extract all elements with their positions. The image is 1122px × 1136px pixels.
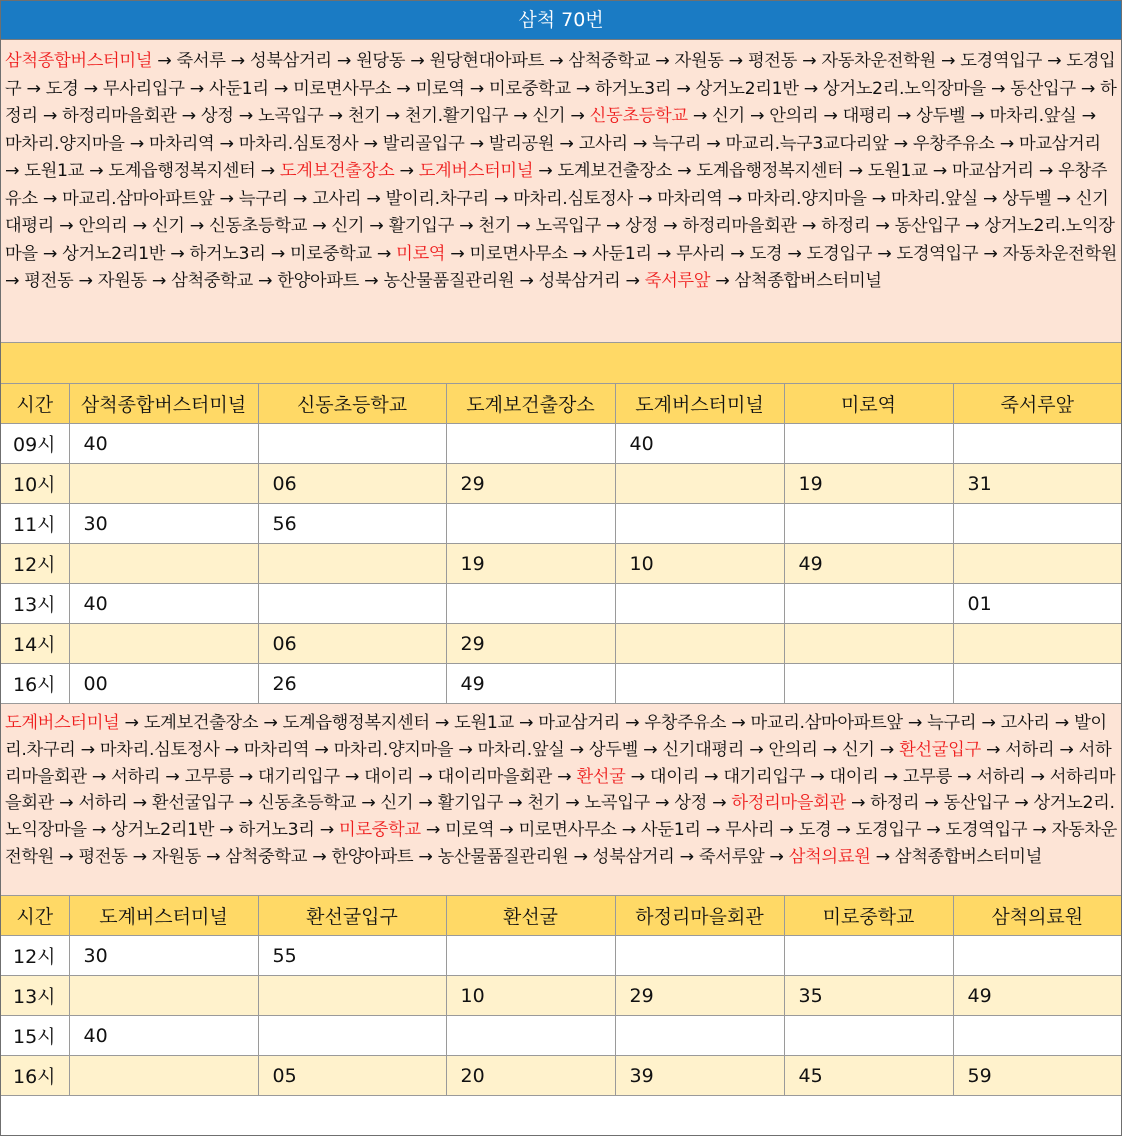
time-cell: 12시 <box>1 544 69 584</box>
table-row <box>1 584 1121 624</box>
departure-minute-cell: 49 <box>784 544 953 584</box>
table-row <box>1 424 1121 464</box>
table-row <box>1 624 1121 664</box>
departure-minute-cell <box>69 1056 258 1096</box>
time-column-header: 시간 <box>1 896 69 936</box>
departure-minute-cell <box>953 664 1121 704</box>
time-cell: 15시 <box>1 1016 69 1056</box>
time-cell: 14시 <box>1 624 69 664</box>
departure-minute-cell <box>784 664 953 704</box>
departure-minute-cell: 20 <box>446 1056 615 1096</box>
highlighted-stop: 미로중학교 <box>339 820 421 841</box>
route-segment: → 서하리 → 서하리마을회관 → 서하리 → 고무릉 → 대기리입구 → 대이리 → 대이리마을회관 → <box>5 739 1112 787</box>
departure-minute-cell <box>446 584 615 624</box>
departure-minute-cell <box>784 936 953 976</box>
departure-minute-cell: 10 <box>446 976 615 1016</box>
departure-minute-cell <box>615 584 784 624</box>
stop-column-header: 환선굴 <box>446 896 615 936</box>
timetable-2 <box>1 896 1121 1096</box>
departure-minute-cell <box>615 464 784 504</box>
route-segment: → 도계보건출장소 → 도계읍행정복지센터 → 도원1교 → 마교삼거리 → 우창주유소 → 마교리.삼마아파트앞 → 늑구리 → 고사리 → 발이리.차구리 → 마차리.심토정사 → 마차리역 → 마차리.양지마을 → 마차리.앞실 → 상두벨 → 신기대평리 → 안의리 → 신기 → 신동초등학교 → 신기 → 활기입구 → 천기 → 노곡입구 → 상정 → 하정리마을회관 → 하정리 → 동산입구 → 상거노2리.노익장마을 → 상거노2리1반 → 하거노3리 → 미로중학교 → <box>5 161 1115 264</box>
departure-minute-cell <box>615 1016 784 1056</box>
departure-minute-cell <box>784 1016 953 1056</box>
departure-minute-cell: 29 <box>446 464 615 504</box>
stop-column-header: 죽서루앞 <box>953 384 1121 424</box>
table-header-row <box>1 384 1121 424</box>
route-description-2 <box>1 704 1121 896</box>
departure-minute-cell: 40 <box>69 1016 258 1056</box>
table-row <box>1 464 1121 504</box>
departure-minute-cell: 40 <box>69 584 258 624</box>
departure-minute-cell <box>258 424 446 464</box>
departure-minute-cell <box>258 1016 446 1056</box>
departure-minute-cell: 06 <box>258 624 446 664</box>
departure-minute-cell: 19 <box>784 464 953 504</box>
departure-minute-cell: 45 <box>784 1056 953 1096</box>
table-row <box>1 1056 1121 1096</box>
route-segment: → 죽서루 → 성북삼거리 → 원당동 → 원당현대아파트 → 삼척중학교 → 자원동 → 평전동 → 자동차운전학원 → 도경역입구 → 도경입구 → 도경 → 무사리입구 → 사둔1리 → 미로면사무소 → 미로역 → 미로중학교 → 하거노3리 → 상거노2리1반 → 상거노2리.노익장마을 → 동산입구 → 하정리 → 하정리마을회관 → 상정 → 노곡입구 → 천기 → 천기.활기입구 → 신기 → <box>5 51 1117 126</box>
departure-minute-cell: 59 <box>953 1056 1121 1096</box>
departure-minute-cell <box>258 976 446 1016</box>
table-row <box>1 504 1121 544</box>
stop-column-header: 삼척종합버스터미널 <box>69 384 258 424</box>
table-row <box>1 976 1121 1016</box>
departure-minute-cell: 05 <box>258 1056 446 1096</box>
route-segment: → 하정리 → 동산입구 → 상거노2리.노익장마을 → 상거노2리1반 → 하거노3리 → <box>5 793 1115 841</box>
route-segment: → <box>394 161 419 181</box>
departure-minute-cell <box>446 504 615 544</box>
departure-minute-cell <box>446 936 615 976</box>
table-row <box>1 664 1121 704</box>
stop-column-header: 삼척의료원 <box>953 896 1121 936</box>
departure-minute-cell <box>258 584 446 624</box>
departure-minute-cell <box>615 664 784 704</box>
departure-minute-cell: 35 <box>784 976 953 1016</box>
departure-minute-cell <box>69 464 258 504</box>
departure-minute-cell: 49 <box>953 976 1121 1016</box>
section-divider <box>1 343 1121 384</box>
departure-minute-cell <box>69 544 258 584</box>
highlighted-stop: 미로역 <box>396 243 446 264</box>
time-cell: 11시 <box>1 504 69 544</box>
departure-minute-cell: 49 <box>446 664 615 704</box>
time-cell: 16시 <box>1 1056 69 1096</box>
departure-minute-cell <box>69 976 258 1016</box>
stop-column-header: 하정리마을회관 <box>615 896 784 936</box>
departure-minute-cell <box>953 504 1121 544</box>
table-header-row <box>1 896 1121 936</box>
departure-minute-cell: 10 <box>615 544 784 584</box>
departure-minute-cell <box>953 424 1121 464</box>
departure-minute-cell: 40 <box>615 424 784 464</box>
table-row <box>1 544 1121 584</box>
departure-minute-cell: 26 <box>258 664 446 704</box>
page-title: 삼척 70번 <box>1 1 1121 40</box>
departure-minute-cell <box>615 624 784 664</box>
departure-minute-cell: 40 <box>69 424 258 464</box>
route-description-1 <box>1 40 1121 343</box>
departure-minute-cell: 29 <box>446 624 615 664</box>
departure-minute-cell: 06 <box>258 464 446 504</box>
route-segment: → 삼척종합버스터미널 <box>870 846 1042 867</box>
departure-minute-cell: 39 <box>615 1056 784 1096</box>
highlighted-stop: 하정리마을회관 <box>731 793 846 814</box>
time-cell: 13시 <box>1 976 69 1016</box>
highlighted-stop: 도계버스터미널 <box>5 713 120 733</box>
departure-minute-cell: 31 <box>953 464 1121 504</box>
departure-minute-cell: 00 <box>69 664 258 704</box>
departure-minute-cell: 30 <box>69 504 258 544</box>
departure-minute-cell: 01 <box>953 584 1121 624</box>
departure-minute-cell: 19 <box>446 544 615 584</box>
time-column-header: 시간 <box>1 384 69 424</box>
departure-minute-cell: 29 <box>615 976 784 1016</box>
departure-minute-cell <box>784 624 953 664</box>
stop-column-header: 환선굴입구 <box>258 896 446 936</box>
stop-column-header: 미로중학교 <box>784 896 953 936</box>
stop-column-header: 도계버스터미널 <box>615 384 784 424</box>
departure-minute-cell <box>69 624 258 664</box>
time-cell: 10시 <box>1 464 69 504</box>
highlighted-stop: 도계보건출장소 <box>279 161 395 181</box>
departure-minute-cell <box>953 1016 1121 1056</box>
stop-column-header: 미로역 <box>784 384 953 424</box>
highlighted-stop: 신동초등학교 <box>589 106 688 126</box>
departure-minute-cell: 56 <box>258 504 446 544</box>
stop-column-header: 신동초등학교 <box>258 384 446 424</box>
departure-minute-cell <box>615 504 784 544</box>
highlighted-stop: 죽서루앞 <box>644 271 711 291</box>
departure-minute-cell <box>953 936 1121 976</box>
highlighted-stop: 환선굴 <box>576 766 626 787</box>
route-segment: → 미로역 → 미로면사무소 → 사둔1리 → 무사리 → 도경 → 도경입구 → 도경역입구 → 자동차운전학원 → 평전동 → 자원동 → 삼척중학교 → 한양아파트 → 농산물품질관리원 → 성북삼거리 → 죽서루앞 → <box>5 820 1118 867</box>
departure-minute-cell <box>784 584 953 624</box>
time-cell: 09시 <box>1 424 69 464</box>
departure-minute-cell <box>953 544 1121 584</box>
timetable-1 <box>1 384 1121 704</box>
departure-minute-cell <box>784 424 953 464</box>
time-cell: 16시 <box>1 664 69 704</box>
departure-minute-cell <box>615 936 784 976</box>
stop-column-header: 도계버스터미널 <box>69 896 258 936</box>
table-row <box>1 936 1121 976</box>
highlighted-stop: 환선굴입구 <box>899 739 981 760</box>
route-segment: → 대이리 → 대기리입구 → 대이리 → 고무릉 → 서하리 → 서하리마을회관 → 서하리 → 환선굴입구 → 신동초등학교 → 신기 → 활기입구 → 천기 → 노곡입구 → 상정 → <box>5 766 1116 814</box>
highlighted-stop: 삼척의료원 <box>788 846 871 867</box>
departure-minute-cell <box>446 1016 615 1056</box>
route-segment: → 미로면사무소 → 사둔1리 → 무사리 → 도경 → 도경입구 → 도경역입구 → 자동차운전학원 → 평전동 → 자원동 → 삼척중학교 → 한양아파트 → 농산물품질관리원 → 성북삼거리 → <box>5 243 1118 291</box>
highlighted-stop: 삼척종합버스터미널 <box>5 51 153 71</box>
route-segment: → 도계보건출장소 → 도계읍행정복지센터 → 도원1교 → 마교삼거리 → 우창주유소 → 마교리.삼마아파트앞 → 늑구리 → 고사리 → 발이리.차구리 → 마차리.심토정사 → 마차리역 → 마차리.양지마을 → 마차리.앞실 → 상두벨 → 신기대평리 → 안의리 → 신기 → <box>5 713 1107 760</box>
time-cell: 12시 <box>1 936 69 976</box>
departure-minute-cell <box>446 424 615 464</box>
table-row <box>1 1016 1121 1056</box>
route-segment: → 삼척종합버스터미널 <box>710 271 882 291</box>
highlighted-stop: 도계버스터미널 <box>418 161 534 181</box>
departure-minute-cell <box>953 624 1121 664</box>
time-cell: 13시 <box>1 584 69 624</box>
departure-minute-cell: 55 <box>258 936 446 976</box>
departure-minute-cell <box>784 504 953 544</box>
stop-column-header: 도계보건출장소 <box>446 384 615 424</box>
route-segment: → 신기 → 안의리 → 대평리 → 상두벨 → 마차리.앞실 → 마차리.양지마을 → 마차리역 → 마차리.심토정사 → 발리골입구 → 발리공원 → 고사리 → 늑구리 → 마교리.늑구3교다리앞 → 우창주유소 → 마교삼거리 → 도원1교 → 도계읍행정복지센터 → <box>5 106 1101 181</box>
departure-minute-cell <box>258 544 446 584</box>
departure-minute-cell: 30 <box>69 936 258 976</box>
